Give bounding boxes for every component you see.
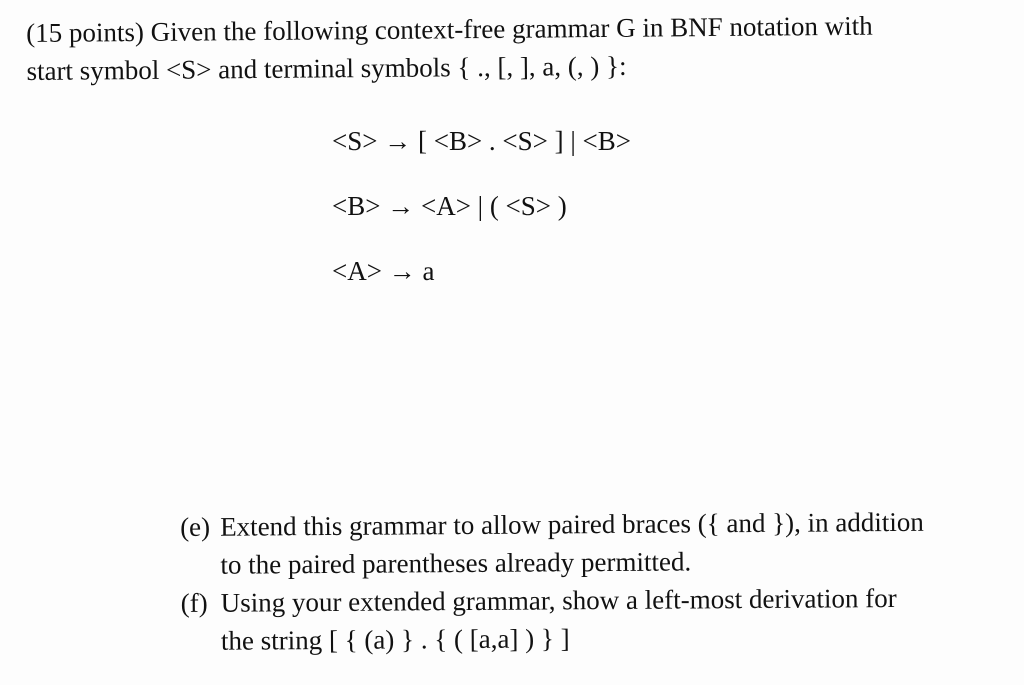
task-f-text-1: Using your extended grammar, show a left-most derivation for <box>220 582 897 618</box>
grammar-rule-b: <B> → <A> | ( <S> ) <box>332 191 567 221</box>
task-e-line-2: to the paired parentheses already permitted. <box>220 546 692 580</box>
task-f-line-2: the string [ { (a) } . { ( [a,a] ) } ] <box>220 623 570 656</box>
task-f-line-1 <box>181 578 1001 622</box>
grammar-rule-a: <A> → a <box>332 256 435 286</box>
task-e-marker: (e) <box>180 511 211 542</box>
task-e-line-1 <box>180 502 1000 546</box>
task-e-text-1: Extend this grammar to allow paired braces ({ and }), in addition <box>220 506 924 542</box>
intro-line-1: (15 points) Given the following context-free grammar G in BNF notation with <box>26 10 873 48</box>
question-intro <box>26 6 987 90</box>
grammar-rule-s: <S> → [ <B> . <S> ] | <B> <box>332 126 632 156</box>
task-f-marker: (f) <box>180 587 208 618</box>
task-list <box>180 502 1001 660</box>
intro-line-2: start symbol <S> and terminal symbols { ., [, ], a, (, ) }: <box>26 50 627 86</box>
